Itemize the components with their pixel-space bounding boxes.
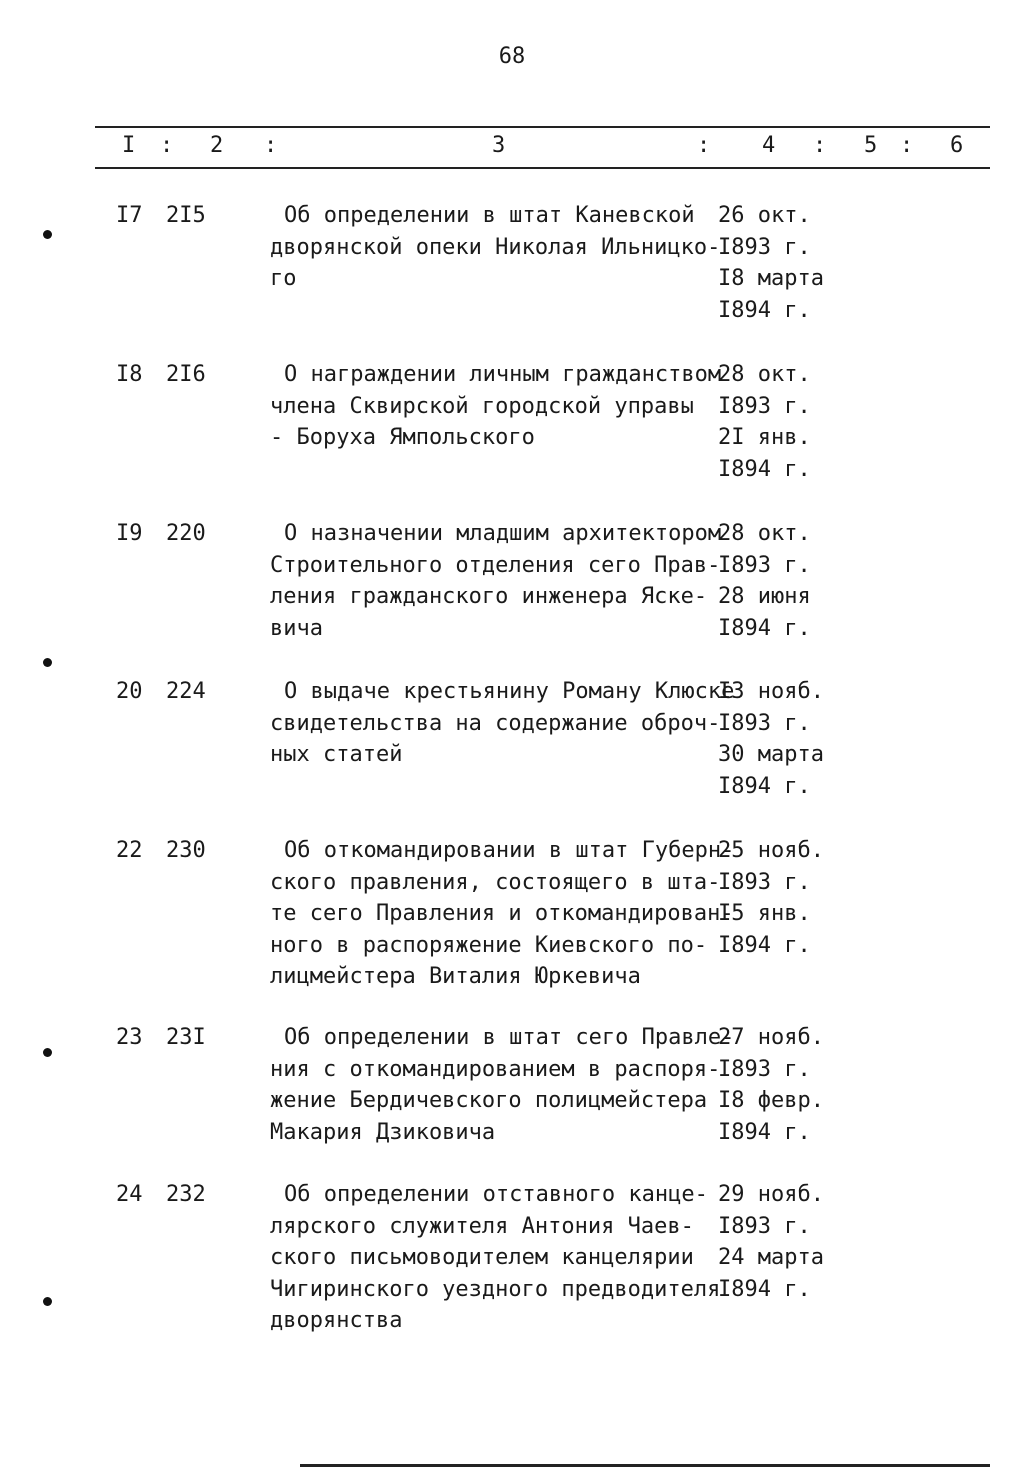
description-line: Об откомандировании в штат Губерн- bbox=[284, 838, 735, 863]
date-line: I893 г. bbox=[718, 1056, 811, 1082]
date-line: I8 марта bbox=[718, 266, 824, 291]
row-dates bbox=[718, 359, 811, 485]
date-line: 28 окт. bbox=[718, 521, 811, 546]
date-line: 27 нояб. bbox=[718, 1025, 824, 1050]
description-line: жение Бердичевского полицмейстера bbox=[270, 1088, 708, 1113]
date-line: 24 марта bbox=[718, 1245, 824, 1270]
header-sep-3: : bbox=[697, 133, 711, 158]
file-number: 23I bbox=[166, 1025, 206, 1050]
binding-hole bbox=[43, 658, 52, 667]
header-sep-2: : bbox=[264, 133, 278, 158]
description-line: ления гражданского инженера Яске- bbox=[270, 584, 708, 609]
date-line: I3 нояб. bbox=[718, 679, 824, 704]
row-description bbox=[270, 676, 734, 771]
date-line: I894 г. bbox=[718, 932, 811, 958]
file-number: 230 bbox=[166, 838, 206, 863]
header-col-6: 6 bbox=[950, 133, 964, 158]
binding-hole bbox=[43, 1297, 52, 1306]
row-description bbox=[270, 835, 734, 993]
row-number: 24 bbox=[116, 1182, 143, 1207]
date-line: I894 г. bbox=[718, 297, 811, 323]
description-line: - Боруха Ямпольского bbox=[270, 425, 535, 450]
row-number: I7 bbox=[116, 203, 143, 228]
description-line: свидетельства на содержание оброч- bbox=[270, 710, 721, 736]
row-dates bbox=[718, 200, 824, 326]
table-header-rule bbox=[95, 167, 990, 169]
date-line: I894 г. bbox=[718, 773, 811, 799]
date-line: 26 окт. bbox=[718, 203, 811, 228]
description-line: Макария Дзиковича bbox=[270, 1119, 496, 1145]
header-col-1: I bbox=[122, 133, 136, 158]
header-sep-5: : bbox=[900, 133, 914, 158]
header-col-2: 2 bbox=[210, 133, 224, 158]
date-line: 28 июня bbox=[718, 584, 811, 609]
row-number: 23 bbox=[116, 1025, 143, 1050]
file-number: 232 bbox=[166, 1182, 206, 1207]
page-number: 68 bbox=[498, 44, 526, 69]
file-number: 2I5 bbox=[166, 203, 206, 228]
date-line: I893 г. bbox=[718, 234, 811, 260]
date-line: I894 г. bbox=[718, 1276, 811, 1302]
row-dates bbox=[718, 676, 824, 802]
row-dates bbox=[718, 1179, 824, 1305]
row-number: I8 bbox=[116, 362, 143, 387]
header-sep-4: : bbox=[813, 133, 827, 158]
description-line: го bbox=[270, 266, 297, 291]
header-col-5: 5 bbox=[864, 133, 878, 158]
date-line: I894 г. bbox=[718, 1119, 811, 1145]
description-line: ния с откомандированием в распоря- bbox=[270, 1056, 721, 1082]
header-sep-1: : bbox=[160, 133, 174, 158]
date-line: I893 г. bbox=[718, 393, 811, 419]
description-line: Об определении отставного канце- bbox=[284, 1182, 708, 1207]
file-number: 224 bbox=[166, 679, 206, 704]
date-line: 28 окт. bbox=[718, 362, 811, 387]
date-line: 25 нояб. bbox=[718, 838, 824, 863]
description-line: лярского служителя Антония Чаев- bbox=[270, 1213, 694, 1239]
description-line: О назначении младшим архитектором bbox=[284, 521, 722, 546]
description-line: вича bbox=[270, 615, 323, 641]
description-line: лицмейстера Виталия Юркевича bbox=[270, 964, 641, 989]
description-line: О выдаче крестьянину Роману Клюске bbox=[284, 679, 735, 704]
row-dates bbox=[718, 1022, 824, 1148]
date-line: I893 г. bbox=[718, 710, 811, 736]
row-description bbox=[270, 200, 720, 295]
date-line: 2I янв. bbox=[718, 425, 811, 450]
date-line: 29 нояб. bbox=[718, 1182, 824, 1207]
description-line: ного в распоряжение Киевского по- bbox=[270, 932, 708, 958]
file-number: 2I6 bbox=[166, 362, 206, 387]
date-line: I893 г. bbox=[718, 1213, 811, 1239]
date-line: I893 г. bbox=[718, 869, 811, 895]
binding-hole bbox=[43, 230, 52, 239]
row-description bbox=[270, 1022, 734, 1148]
description-line: дворянства bbox=[270, 1308, 403, 1333]
description-line: Строительного отделения сего Прав- bbox=[270, 552, 721, 578]
page-bottom-rule bbox=[300, 1464, 990, 1467]
description-line: ных статей bbox=[270, 742, 403, 767]
header-col-4: 4 bbox=[762, 133, 776, 158]
row-description bbox=[270, 359, 721, 454]
date-line: I8 февр. bbox=[718, 1088, 824, 1113]
description-line: ского правления, состоящего в шта- bbox=[270, 869, 721, 895]
date-line: I894 г. bbox=[718, 456, 811, 482]
row-dates bbox=[718, 835, 824, 961]
file-number: 220 bbox=[166, 521, 206, 546]
row-number: I9 bbox=[116, 521, 143, 546]
date-line: 30 марта bbox=[718, 742, 824, 767]
description-line: те сего Правления и откомандирован- bbox=[270, 901, 734, 926]
table-top-rule bbox=[95, 126, 990, 128]
description-line: члена Сквирской городской управы bbox=[270, 393, 694, 419]
date-line: I5 янв. bbox=[718, 901, 811, 926]
description-line: Об определении в штат Каневской bbox=[284, 203, 695, 228]
row-number: 22 bbox=[116, 838, 143, 863]
date-line: I893 г. bbox=[718, 552, 811, 578]
row-number: 20 bbox=[116, 679, 143, 704]
description-line: дворянской опеки Николая Ильницко- bbox=[270, 234, 721, 260]
date-line: I894 г. bbox=[718, 615, 811, 641]
description-line: Об определении в штат сего Правле- bbox=[284, 1025, 735, 1050]
binding-hole bbox=[43, 1048, 52, 1057]
description-line: О награждении личным гражданством bbox=[284, 362, 722, 387]
description-line: ского письмоводителем канцелярии bbox=[270, 1245, 694, 1270]
row-description bbox=[270, 518, 721, 644]
row-dates bbox=[718, 518, 811, 644]
description-line: Чигиринского уездного предводителя bbox=[270, 1276, 721, 1302]
header-col-3: 3 bbox=[492, 133, 506, 158]
row-description bbox=[270, 1179, 720, 1337]
